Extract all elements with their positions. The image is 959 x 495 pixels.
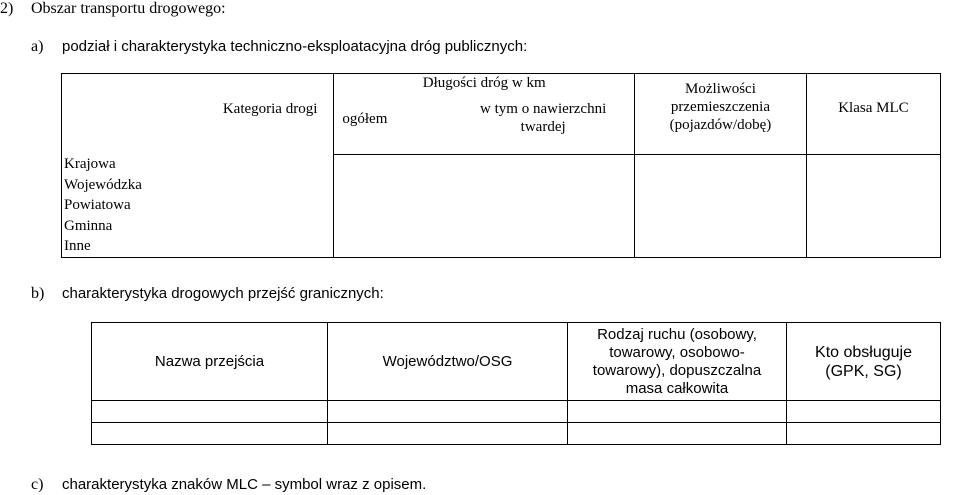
header-mlc [806, 74, 940, 155]
category-row: Gminna [64, 217, 113, 234]
category-list [62, 154, 334, 257]
header-capacity-line3: (pojazdów/dobę) [669, 117, 772, 133]
header-traffic-line2: towarowy, osobowo- [609, 343, 745, 361]
header-mlc-label: Klasa MLC [838, 100, 909, 116]
header-total-label: ogółem [342, 111, 388, 127]
category-row: Powiatowa [64, 197, 131, 213]
header-traffic-line1: Rodzaj ruchu (osobowy, [597, 325, 757, 343]
part-a-letter: a) [31, 38, 44, 55]
section-title: Obszar transportu drogowego: [31, 0, 226, 17]
roads-table [61, 73, 941, 258]
header-category-label: Kategoria drogi [222, 101, 318, 117]
category-row: Krajowa [64, 156, 116, 172]
header-length [334, 74, 635, 93]
mlc-cell[interactable] [806, 154, 940, 257]
table-cell[interactable] [568, 423, 787, 445]
section-number: 2) [0, 0, 14, 17]
length-cell[interactable] [334, 154, 635, 257]
header-capacity-line1: Możliwości [685, 81, 756, 97]
header-traffic-type [568, 323, 787, 401]
header-operator [787, 323, 941, 401]
header-region [328, 323, 568, 401]
header-operator-line2: (GPK, SG) [825, 362, 902, 380]
category-row: Wojewódzka [64, 176, 142, 193]
header-length-label: Długości dróg w km [422, 75, 546, 91]
header-region-label: Województwo/OSG [382, 352, 513, 370]
table-cell[interactable] [787, 401, 941, 423]
table-cell[interactable] [92, 401, 328, 423]
header-operator-line1: Kto obsługuje [815, 343, 912, 361]
part-a-title: podział i charakterystyka techniczno-eksploatacyjna dróg publicznych: [62, 38, 528, 55]
header-hard-line2: twardej [520, 119, 566, 135]
border-crossings-table [91, 322, 941, 445]
table-cell[interactable] [328, 423, 568, 445]
header-hard-line1: w tym o nawierzchni [480, 101, 607, 117]
header-total [334, 92, 452, 154]
header-traffic-line4: masa całkowita [625, 379, 729, 397]
header-capacity-line2: przemieszczenia [670, 99, 771, 115]
part-b-letter: b) [31, 285, 45, 302]
header-hard-surface [452, 92, 634, 154]
table-cell[interactable] [568, 401, 787, 423]
header-crossing-name-label: Nazwa przejścia [154, 352, 265, 370]
header-traffic-line3: towarowy), dopuszczalna [592, 361, 762, 379]
table-cell[interactable] [787, 423, 941, 445]
part-c-letter: c) [31, 476, 44, 493]
capacity-cell[interactable] [635, 154, 807, 257]
header-crossing-name [92, 323, 328, 401]
table-cell[interactable] [328, 401, 568, 423]
part-c-title: charakterystyka znaków MLC – symbol wraz z opisem. [62, 476, 427, 493]
header-capacity [635, 74, 807, 155]
header-category [62, 74, 334, 155]
part-b-title: charakterystyka drogowych przejść granicznych: [62, 285, 384, 302]
category-row: Inne [64, 238, 91, 254]
table-cell[interactable] [92, 423, 328, 445]
